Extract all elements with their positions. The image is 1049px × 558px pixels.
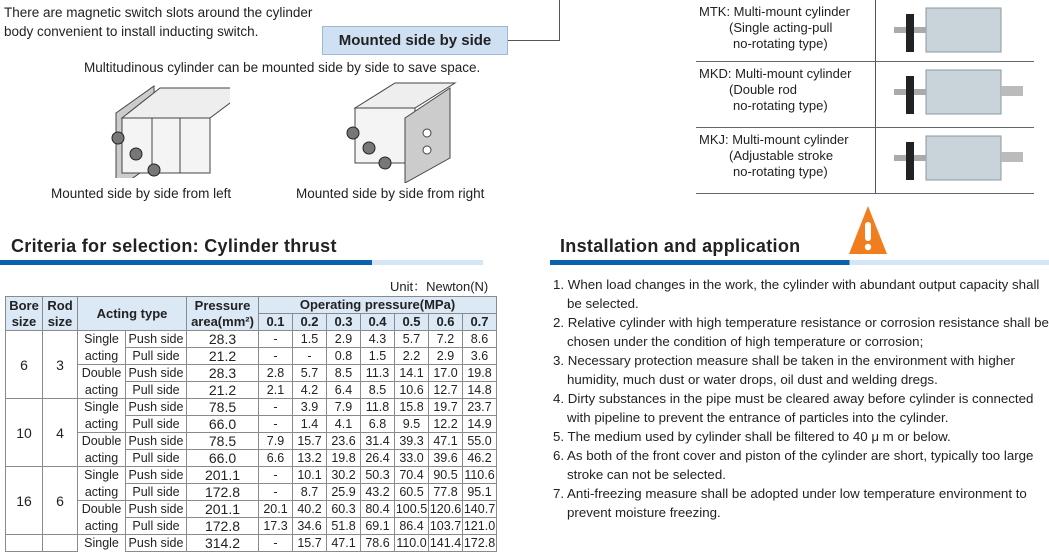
thrust-value: 4.2 (293, 382, 327, 399)
intro-text (4, 3, 312, 41)
acting-type-cell: Single (78, 467, 126, 484)
thrust-value: 15.8 (395, 399, 429, 416)
thrust-value: 120.6 (429, 502, 462, 516)
mounted-side-label: Mounted side by side (322, 26, 508, 55)
thrust-value: 4.3 (361, 331, 395, 348)
model-description (696, 62, 876, 127)
thrust-value: 50.3 (361, 467, 395, 484)
thrust-value: 172.8 (463, 536, 496, 550)
table-row (6, 399, 497, 416)
thrust-value: 14.1 (395, 365, 429, 382)
thrust-value: 11.8 (361, 399, 395, 416)
thrust-value: 8.5 (361, 382, 395, 399)
table-row (6, 348, 497, 365)
thrust-value: 1.5 (293, 331, 327, 348)
side-cell: Push side (126, 501, 187, 518)
install-item: 2. Relative cylinder with high temperature resistance or corrosion resistance shall be chosen under the condition of high temperature or corrosion; (553, 315, 1049, 349)
thrust-value: - (259, 535, 293, 552)
table-row (6, 382, 497, 399)
thrust-value: 141.4 (429, 536, 462, 550)
thrust-value: 40.2 (293, 501, 327, 518)
thrust-value: - (259, 348, 293, 365)
cylinder-photo (876, 0, 1034, 61)
thrust-value: 43.2 (361, 484, 395, 501)
area-cell: 28.3 (187, 331, 259, 348)
model-description (696, 128, 876, 193)
area-cell: 21.2 (187, 348, 259, 365)
acting-type-cell: acting (78, 484, 126, 501)
thrust-value: 12.7 (429, 382, 463, 399)
caption-right: Mounted side by side from right (296, 186, 485, 201)
thrust-value: - (259, 467, 293, 484)
thrust-value: 1.4 (293, 416, 327, 433)
model-description (696, 0, 876, 61)
model-line: (Adjustable stroke (729, 148, 834, 163)
thrust-value: 69.1 (361, 518, 395, 535)
multi-text: Multitudinous cylinder can be mounted side by side to save space. (84, 60, 481, 75)
header-bore: Bore size (6, 297, 43, 331)
thrust-value: 14.8 (463, 382, 497, 399)
model-row (696, 128, 1034, 194)
title-bar (550, 260, 1049, 265)
thrust-value: 2.8 (259, 365, 293, 382)
thrust-value: 26.4 (361, 450, 395, 467)
thrust-value: - (259, 416, 293, 433)
model-line: (Single acting-pull (729, 20, 833, 35)
thrust-value: 15.7 (293, 535, 327, 552)
side-cell: Pull side (126, 416, 187, 433)
acting-type-cell: Single (78, 399, 126, 416)
thrust-table (5, 296, 497, 552)
table-row (6, 467, 497, 484)
side-cell: Push side (126, 535, 187, 552)
rod-size-cell: 6 (43, 467, 78, 535)
thrust-value: 23.6 (327, 433, 361, 450)
thrust-value: 20.1 (259, 501, 293, 518)
install-item: 4. Dirty substances in the pipe must be cleared away before cylinder is connected with pipeline to prevent the entrance of particles into the cylinder. (553, 391, 1034, 425)
thrust-value: 78.6 (361, 535, 395, 552)
cylinder-right-illustration (335, 78, 465, 183)
thrust-value: 39.3 (395, 433, 429, 450)
model-line: no-rotating type) (733, 98, 828, 113)
side-cell: Push side (126, 365, 187, 382)
thrust-value: 103.7 (429, 519, 462, 533)
area-cell: 28.3 (187, 365, 259, 382)
thrust-value: 4.1 (327, 416, 361, 433)
caption-left: Mounted side by side from left (51, 186, 232, 201)
bore-size-cell: 10 (6, 399, 43, 467)
side-cell: Push side (126, 433, 187, 450)
table-row (6, 331, 497, 348)
thrust-value: 33.0 (395, 450, 429, 467)
thrust-value: 1.5 (361, 348, 395, 365)
table-row (6, 433, 497, 450)
install-list (553, 275, 1049, 522)
table-row (6, 484, 497, 501)
header-pressure: 0.4 (361, 314, 395, 331)
side-cell: Pull side (126, 484, 187, 501)
thrust-value: 140.7 (463, 502, 496, 516)
thrust-value: 80.4 (361, 501, 395, 518)
area-cell: 314.2 (187, 535, 259, 552)
thrust-value: - (259, 484, 293, 501)
side-cell: Pull side (126, 518, 187, 535)
thrust-value: 11.3 (361, 365, 395, 382)
thrust-value: 90.5 (429, 467, 463, 484)
install-title: Installation and application (560, 236, 801, 256)
install-item: 5. The medium used by cylinder shall be filtered to 40 μ m or below. (553, 429, 951, 444)
thrust-value: 86.4 (395, 518, 429, 535)
thrust-value: 7.2 (429, 331, 463, 348)
side-cell: Pull side (126, 382, 187, 399)
model-list (696, 0, 1034, 194)
thrust-value: 95.1 (463, 484, 497, 501)
bore-size-cell: 6 (6, 331, 43, 399)
thrust-value: 0.8 (327, 348, 361, 365)
thrust-value: 39.6 (429, 450, 463, 467)
acting-type-cell: Double (78, 501, 126, 518)
thrust-value: 2.2 (395, 348, 429, 365)
title-bar (0, 260, 372, 265)
thrust-value: 110.6 (464, 468, 495, 482)
criteria-title: Criteria for selection: Cylinder thrust (11, 236, 337, 256)
model-line: (Double rod (729, 82, 797, 97)
thrust-value: 23.7 (463, 399, 497, 416)
unit-label: Unit：Newton(N) (390, 279, 489, 294)
thrust-value: 5.7 (395, 331, 429, 348)
cylinder-left-illustration (100, 78, 230, 178)
thrust-value: - (259, 331, 293, 348)
acting-type-cell: Single (78, 535, 126, 552)
thrust-value: 3.6 (463, 348, 497, 365)
install-item: 1. When load changes in the work, the cylinder with abundant output capacity shall be selected. (553, 277, 1040, 311)
area-cell: 78.5 (187, 433, 259, 450)
thrust-value: 13.2 (293, 450, 327, 467)
acting-type-cell: acting (78, 450, 126, 467)
header-pressure: 0.5 (395, 314, 429, 331)
rod-size-cell: 4 (43, 399, 78, 467)
thrust-value: 9.5 (395, 416, 429, 433)
thrust-value: 31.4 (361, 433, 395, 450)
thrust-value: 7.9 (327, 399, 361, 416)
install-item: 6. As both of the front cover and piston of the cylinder are short, typically too large stroke can not be selected. (553, 448, 1034, 482)
thrust-value: 121.0 (463, 519, 496, 533)
header-pressure: 0.7 (463, 314, 497, 331)
thrust-value: 51.8 (327, 518, 361, 535)
model-line: MTK: Multi-mount cylinder (699, 4, 850, 19)
thrust-value: 19.7 (429, 399, 463, 416)
acting-type-cell: Double (78, 433, 126, 450)
model-row (696, 62, 1034, 128)
area-cell: 66.0 (187, 450, 259, 467)
area-cell: 172.8 (187, 484, 259, 501)
header-pressure: 0.2 (293, 314, 327, 331)
intro-line: body convenient to install inducting switch. (4, 24, 259, 39)
thrust-value: 2.9 (327, 331, 361, 348)
thrust-value: 17.0 (429, 365, 463, 382)
thrust-value: 14.9 (463, 416, 497, 433)
model-row (696, 0, 1034, 62)
thrust-value: 70.4 (395, 467, 429, 484)
callout-line (559, 0, 560, 41)
thrust-value: 47.1 (327, 535, 361, 552)
side-cell: Push side (126, 399, 187, 416)
thrust-value: 5.7 (293, 365, 327, 382)
thrust-value: 25.9 (327, 484, 361, 501)
thrust-value: 55.0 (463, 433, 497, 450)
thrust-value: 3.9 (293, 399, 327, 416)
area-cell: 66.0 (187, 416, 259, 433)
intro-line: There are magnetic switch slots around the cylinder (4, 5, 313, 20)
side-cell: Pull side (126, 450, 187, 467)
thrust-value: 17.3 (259, 518, 293, 535)
header-pressure: 0.1 (259, 314, 293, 331)
warning-icon (848, 204, 888, 256)
cylinder-photo (876, 128, 1034, 193)
thrust-value: 8.5 (327, 365, 361, 382)
table-row (6, 450, 497, 467)
table-row (6, 416, 497, 433)
table-row (6, 365, 497, 382)
area-cell: 201.1 (187, 501, 259, 518)
acting-type-cell: Single (78, 331, 126, 348)
cylinder-photo (876, 62, 1034, 127)
area-cell: 78.5 (187, 399, 259, 416)
side-cell: Push side (126, 467, 187, 484)
header-rod: Rod size (43, 297, 78, 331)
thrust-value: 8.6 (463, 331, 497, 348)
thrust-value: 77.8 (429, 484, 463, 501)
thrust-value: 19.8 (327, 450, 361, 467)
thrust-value: 2.1 (259, 382, 293, 399)
thrust-value: 10.1 (293, 467, 327, 484)
callout-line (508, 40, 560, 41)
area-cell: 21.2 (187, 382, 259, 399)
side-cell: Pull side (126, 348, 187, 365)
model-line: MKD: Multi-mount cylinder (699, 66, 852, 81)
thrust-value: 46.2 (463, 450, 497, 467)
model-line: MKJ: Multi-mount cylinder (699, 132, 849, 147)
header-pressure: 0.3 (327, 314, 361, 331)
thrust-value: 7.9 (259, 433, 293, 450)
header-pressure: 0.6 (429, 314, 463, 331)
thrust-value: - (293, 348, 327, 365)
thrust-value: 30.2 (327, 467, 361, 484)
install-item: 7. Anti-freezing measure shall be adopted under low temperature environment to prevent moisture freezing. (553, 486, 1027, 520)
table-row (6, 501, 497, 518)
thrust-value: 8.7 (293, 484, 327, 501)
thrust-value: 47.1 (429, 433, 463, 450)
rod-size-cell: 3 (43, 331, 78, 399)
thrust-value: 60.5 (395, 484, 429, 501)
header-operating-pressure: Operating pressure(MPa) (259, 297, 497, 314)
acting-type-cell: acting (78, 348, 126, 365)
thrust-value: 6.6 (259, 450, 293, 467)
model-line: no-rotating type) (733, 36, 828, 51)
area-cell: 172.8 (187, 518, 259, 535)
title-bar (372, 260, 483, 265)
bore-size-cell: 16 (6, 467, 43, 535)
table-row (6, 535, 497, 552)
install-item: 3. Necessary protection measure shall be taken in the environment with higher humidity, much dust or water drops, oil dust and welding dregs. (553, 353, 1015, 387)
thrust-value: 110.0 (396, 536, 427, 550)
side-cell: Push side (126, 331, 187, 348)
thrust-value: 15.7 (293, 433, 327, 450)
thrust-value: 19.8 (463, 365, 497, 382)
thrust-value: 6.8 (361, 416, 395, 433)
thrust-value: 6.4 (327, 382, 361, 399)
header-acting: Acting type (78, 297, 187, 331)
thrust-value: 60.3 (327, 501, 361, 518)
thrust-value: 2.9 (429, 348, 463, 365)
rod-size-cell (43, 535, 78, 552)
header-area: Pressure area(mm²) (187, 297, 259, 331)
acting-type-cell: acting (78, 416, 126, 433)
model-line: no-rotating type) (733, 164, 828, 179)
acting-type-cell: Double (78, 365, 126, 382)
area-cell: 201.1 (187, 467, 259, 484)
thrust-value: 12.2 (429, 416, 463, 433)
thrust-value: 100.5 (395, 502, 428, 516)
thrust-value: 10.6 (395, 382, 429, 399)
thrust-value: - (259, 399, 293, 416)
acting-type-cell: acting (78, 518, 126, 535)
bore-size-cell (6, 535, 43, 552)
acting-type-cell: acting (78, 382, 126, 399)
table-row (6, 518, 497, 535)
thrust-value: 34.6 (293, 518, 327, 535)
